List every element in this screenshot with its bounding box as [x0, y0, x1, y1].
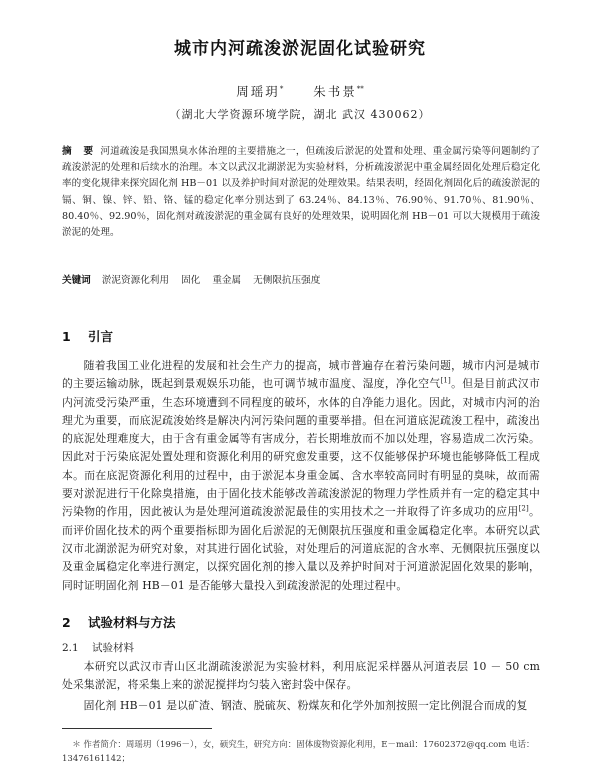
author-mark: ** — [356, 84, 364, 93]
keywords-label: 关键词 — [62, 275, 91, 286]
section-heading-introduction — [62, 327, 113, 345]
keyword: 重金属 — [212, 275, 242, 286]
abstract-text: 河道疏浚是我国黑臭水体治理的主要措施之一，但疏浚后淤泥的处置和处理、重金属污染等问题制约了疏浚淤泥的处理和后续水的治理。本文以武汉北湖淤泥为实验材料，分析疏浚淤泥中重金属经固化处理后稳定化率的变化规律来探究固化剂 HB－01 以及养护时间对淤泥的处理效果。结果表明，经固化剂固化后的疏浚淤泥的镉、铜、镍、锌、铅、铬、锰的稳定化率分别达到了 63.24％、84.13％、76.90％、91.70％、81.90％、80.40％、92.90％，固化剂对疏浚淤泥的重金属有良好的处理效果，说明固化剂 HB－01 可以大规模用于疏浚淤泥的处理。 — [62, 146, 541, 239]
abstract-label: 摘 要 — [62, 146, 95, 157]
citation: [2] — [518, 504, 529, 513]
subsection-heading — [62, 640, 134, 655]
section-number: 1 — [62, 329, 71, 344]
materials-paragraph: 本研究以武汉市青山区北湖疏浚淤泥为实验材料，利用底泥采样器从河道表层 10 － 50 cm 处采集淤泥，将采集上来的淤泥搅拌均匀装入密封袋中保存。 — [62, 660, 540, 692]
keywords — [62, 273, 540, 289]
keyword: 淤泥资源化利用 — [101, 275, 169, 286]
introduction-paragraph — [62, 357, 540, 595]
section-heading-materials — [62, 613, 176, 631]
affiliation: （湖北大学资源环境学院，湖北 武汉 430062） — [169, 108, 431, 121]
author-line — [0, 82, 600, 100]
paragraph-text: 。但是目前武汉市内河流受污染严重，生态环境遭到不同程度的破坏，水体的自净能力退化。因此，对城市内河的治理尤为重要，而底泥疏浚始终是解决内河污染问题的重要举措。但在河道底泥疏浚工程中，疏浚出的底泥处理难度大，由于含有重金属等有害成分，若长期堆放而不加以处理，容易造成二次污染。因此对于污染底泥处置处理和资源化利用的研究愈发重要，这不仅能够保护环境也能够降低工程成本。而在底泥资源化利用的过程中，由于淤泥本身重金属、含水率较高同时有明显的臭味，故而需要对淤泥进行干化除臭措施，由于固化技术能够改善疏浚淤泥的物理力学性质并有一定的稳定其中污染物的作用，因此被认为是处理河道疏浚淤泥最佳的实用技术之一并取得了许多成功的应用 — [62, 377, 540, 519]
subsection-title: 试验材料 — [92, 642, 134, 654]
citation: [1] — [440, 376, 451, 385]
footnote-divider — [62, 728, 212, 729]
author-name: 周瑶玥 — [236, 84, 280, 99]
abstract — [62, 144, 540, 241]
keyword: 固化 — [181, 275, 201, 286]
keyword: 无侧限抗压强度 — [253, 275, 321, 286]
subsection-number: 2.1 — [62, 642, 79, 654]
section-title: 试验材料与方法 — [88, 615, 176, 630]
author-mark: * — [279, 84, 284, 93]
section-title: 引言 — [88, 329, 114, 344]
section-number: 2 — [62, 615, 71, 630]
footnote: ＊ 作者简介：周瑶玥（1996－），女，硕究生，研究方向：固体废物资源化利用，E－mail：17602372@qq.com 电话：13476161142； — [62, 740, 535, 764]
paragraph-text: 。而评价固化技术的两个重要指标即为固化后淤泥的无侧限抗压强度和重金属稳定化率。本研究以武汉市北湖淤泥为研究对象，对其进行固化试验，对处理后的河道底泥的含水率、无侧限抗压强度以及重金属稳定化率进行测定，以探究固化剂的掺入量以及养护时间对于河道淤泥固化效果的影响，同时证明固化剂 HB－01 是否能够大量投入到疏浚淤泥的处理过程中。 — [62, 505, 540, 592]
paper-title: 城市内河疏浚淤泥固化试验研究 — [174, 39, 426, 59]
materials-paragraph-continued: 固化剂 HB－01 是以矿渣、钢渣、脱硫灰、粉煤灰和化学外加剂按照一定比例混合而成的复 — [83, 699, 528, 712]
author-name: 朱书景 — [313, 84, 357, 99]
paragraph-text: 随着我国工业化进程的发展和社会生产力的提高，城市普遍存在着污染问题，城市内河是城市的主要运输动脉，既起到景观娱乐功能，也可调节城市温度、湿度，净化空气 — [62, 359, 540, 391]
